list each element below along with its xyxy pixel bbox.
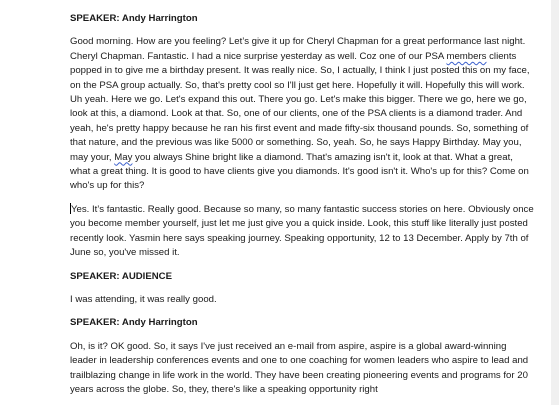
transcript-body bbox=[70, 12, 534, 405]
transcript-paragraph[interactable] bbox=[70, 35, 534, 193]
speaker-heading: SPEAKER: AUDIENCE bbox=[70, 270, 172, 282]
transcript-paragraph[interactable] bbox=[70, 203, 534, 261]
spelling-flag[interactable]: members bbox=[446, 50, 487, 62]
paragraph-text: you always Shine bright like a diamond. That's amazing isn't it, look at that. What a great, what a great thing. It is good to have clients give you diamonds. It's good isn't it. Who's up for this? Come on who's up for this? bbox=[70, 151, 529, 192]
transcript-paragraph[interactable]: I was attending, it was really good. bbox=[70, 293, 217, 305]
vertical-scrollbar[interactable] bbox=[551, 0, 559, 405]
paragraph-text: Good morning. How are you feeling? Let’s give it up for Cheryl Chapman for a great performance last night. Cheryl Chapman. Fantastic. I had a nice surprise yesterday as well. Coz one of our PSA bbox=[70, 36, 526, 62]
speaker-heading: SPEAKER: Andy Harrington bbox=[70, 13, 198, 24]
transcript-paragraph[interactable]: Oh, is it? OK good. So, it says I've just received an e-mail from aspire, aspire is a global award-winning leader in leadership conferences events and one to one coaching for women leaders who aspire to lead and trailblazing change in life work in the world. They have been creating pioneering events and programs for 20 years across the globe. So, they, there's like a speaking opportunity right bbox=[70, 340, 529, 395]
paragraph-text: clients popped in to give me a birthday present. It was really nice. So, I actually, I think I just posted this on my face, on the PSA group actually. So, that's pretty cool so I'll just get here. Hopefully it will. Hopefully this will work. Uh yeah. Here we go. Let's expand this out. There you go. Let's make this bigger. There we go, here we go, look at this, a diamond. Look at that. So, one of our clients, one of the PSA clients is a diamond trader. And yeah, he's pretty happy because he ran his first event and made fifty-six thousand pounds. So, something of that nature, and the previous was like 5000 or something. So, yeah. So, he says Happy Birthday. May you, may your, bbox=[70, 50, 530, 163]
paragraph-text: Yes. It’s fantastic. Really good. Because so many, so many fantastic success stories on here. Obviously once you become member yourself, just let me just give you a quick inside. Look, this stuff like literally just posted recently look. Yasmin here says speaking journey. Speaking opportunity, 12 to 13 December. Apply by 7th of June so, you've missed it. bbox=[70, 203, 534, 259]
speaker-heading: SPEAKER: Andy Harrington bbox=[70, 317, 198, 329]
spelling-flag[interactable]: May bbox=[114, 151, 133, 163]
